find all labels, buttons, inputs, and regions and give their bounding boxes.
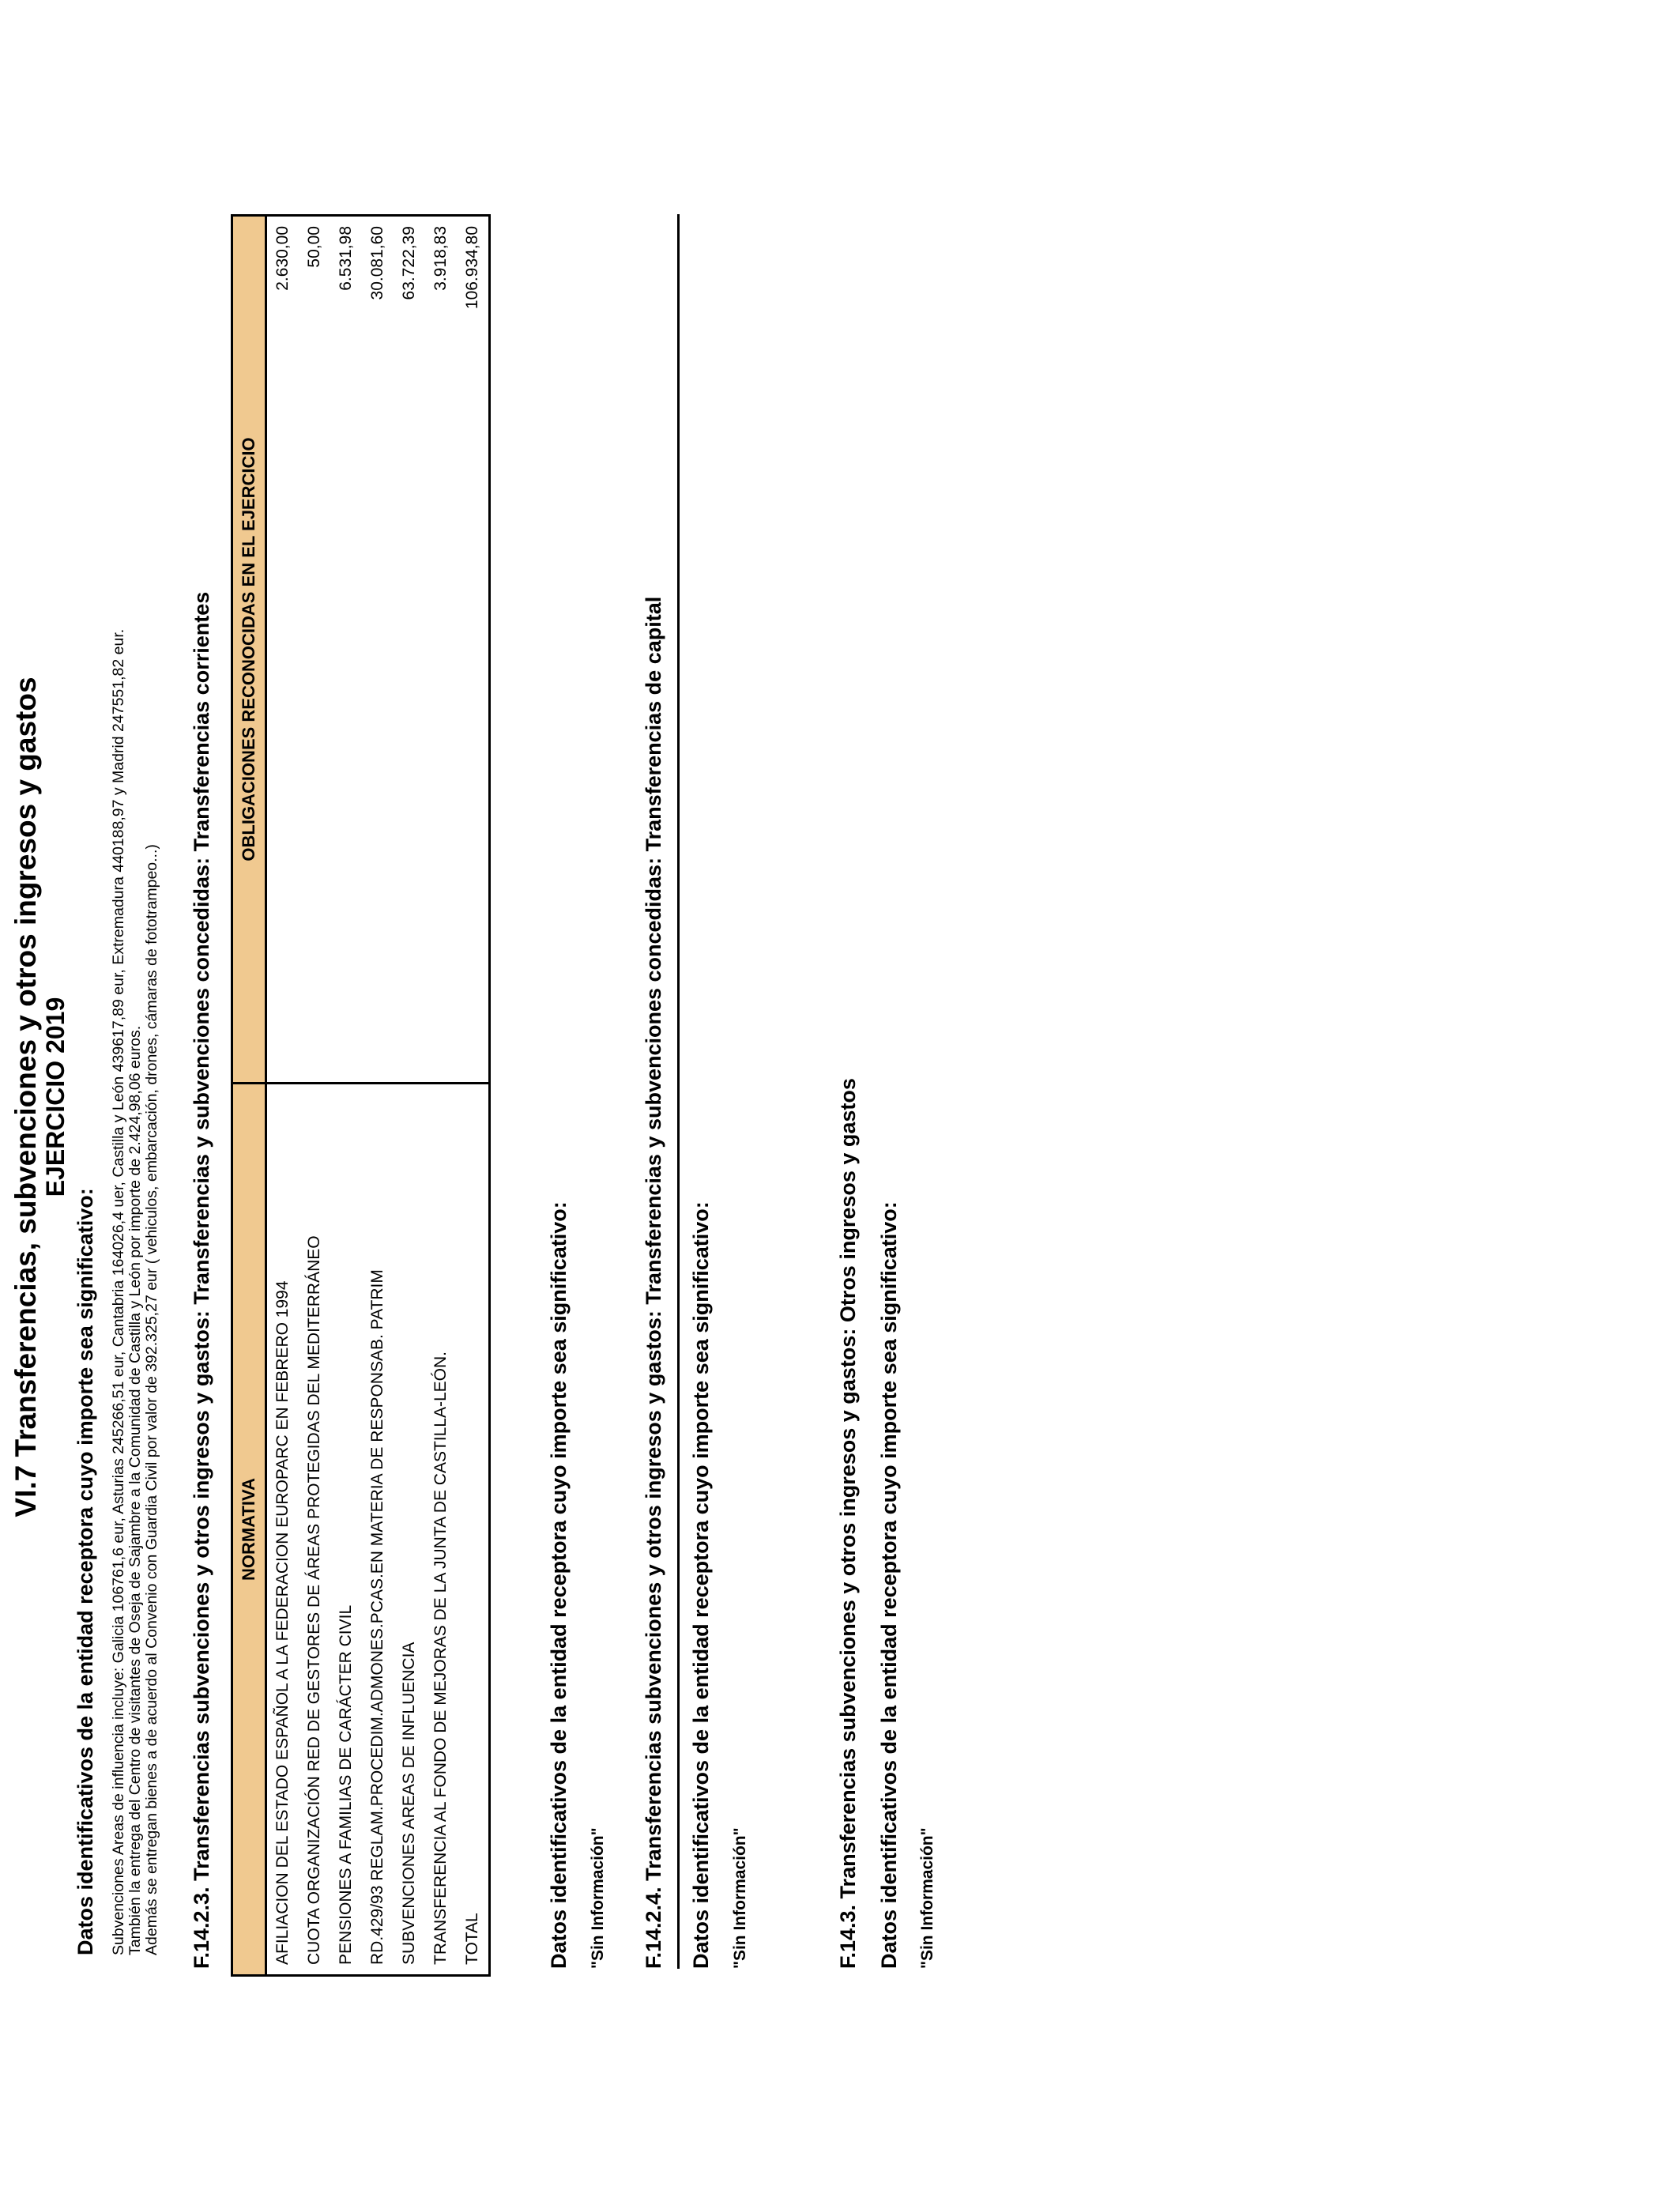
section-divider <box>677 214 680 1969</box>
total-value: 106.934,80 <box>457 216 490 1084</box>
row-normativa: RD.429/93 REGLAM.PROCEDIM.ADMONES.PCAS.EN MATERIA DE RESPONSAB. PATRIM <box>368 1269 386 1965</box>
page-subtitle: EJERCICIO 2019 <box>41 997 70 1197</box>
section-f1424-heading: F.14.2.4. Transferencias subvenciones y otros ingresos y gastos: Transferencias y subvenciones concedidas: Transferencias de capital <box>642 596 665 1969</box>
row-importe: 3.918,83 <box>425 216 457 1084</box>
intro-heading: Datos identificativos de la entidad receptora cuyo importe sea significativo: <box>73 1188 97 1955</box>
table-row <box>425 216 457 1976</box>
table-row <box>394 216 425 1976</box>
table-row <box>362 216 394 1976</box>
section-f1423-heading: F.14.2.3. Transferencias subvenciones y otros ingresos y gastos: Transferencias y subvenciones concedidas: Transferencias corrientes <box>190 591 213 1969</box>
section-f1424-receptor-value: "Sin Información" <box>731 1827 749 1969</box>
total-label: TOTAL <box>463 1913 481 1965</box>
row-importe: 50,00 <box>299 216 330 1084</box>
intro-line-3: Además se entregan bienes a de acuerdo al Convenio con Guardia Civil por valor de 392.325,27 eur ( vehiculos, embarcación, drones, cámaras de fototrampeo...) <box>143 844 160 1955</box>
row-normativa: SUBVENCIONES AREAS DE INFLUENCIA <box>400 1642 418 1965</box>
row-importe: 30.081,60 <box>362 216 394 1084</box>
column-header-normativa: NORMATIVA <box>232 1084 266 1976</box>
table-total-row <box>457 216 490 1976</box>
section-f143-receptor-heading: Datos identificativos de la entidad receptora cuyo importe sea significativo: <box>877 1201 901 1969</box>
table-row <box>330 216 362 1976</box>
transferencias-corrientes-table <box>231 214 491 1977</box>
row-normativa: PENSIONES A FAMILIAS DE CARÁCTER CIVIL <box>337 1604 355 1965</box>
row-normativa: AFILIACION DEL ESTADO ESPAÑOL A LA FEDERACION EUROPARC EN FEBRERO 1994 <box>273 1280 292 1965</box>
row-importe: 63.722,39 <box>394 216 425 1084</box>
column-header-obligaciones: OBLIGACIONES RECONOCIDAS EN EL EJERCICIO <box>232 216 266 1084</box>
table-row <box>299 216 330 1976</box>
section-f143-receptor-value: "Sin Información" <box>918 1827 936 1969</box>
section-f143-heading: F.14.3. Transferencias subvenciones y otros ingresos y gastos: Otros ingresos y gastos <box>836 1078 860 1969</box>
row-importe: 6.531,98 <box>330 216 362 1084</box>
table-header-row <box>232 216 266 1976</box>
table-row <box>266 216 299 1976</box>
section-f1423-receptor-heading: Datos identificativos de la entidad receptora cuyo importe sea significativo: <box>547 1201 571 1969</box>
intro-line-1: Subvenciones Areas de influencia incluye: Galicia 106761,6 eur, Asturias 245266,51 eur, Cantabria 164026,4 uer, Castilla y León 439617,89 eur, Extremadura 440188,97 y Madrid 247551,82 eur. <box>110 628 127 1955</box>
row-normativa: TRANSFERENCIA AL FONDO DE MEJORAS DE LA JUNTA DE CASTILLA-LEÓN. <box>431 1351 450 1965</box>
row-normativa: CUOTA ORGANIZACIÓN RED DE GESTORES DE ÁREAS PROTEGIDAS DEL MEDITERRÁNEO <box>305 1235 323 1965</box>
page-title: VI.7 Transferencias, subvenciones y otros ingresos y gastos <box>9 677 42 1517</box>
intro-line-2: También la entrega del Centro de visitantes de Oseja de Sajambre a la Comunidad de Castilla y León por importe de 2.424,98,06 euros. <box>126 1025 144 1955</box>
row-importe: 2.630,00 <box>266 216 299 1084</box>
section-f1424-receptor-heading: Datos identificativos de la entidad receptora cuyo importe sea significativo: <box>689 1201 713 1969</box>
section-f1423-receptor-value: "Sin Información" <box>589 1827 607 1969</box>
